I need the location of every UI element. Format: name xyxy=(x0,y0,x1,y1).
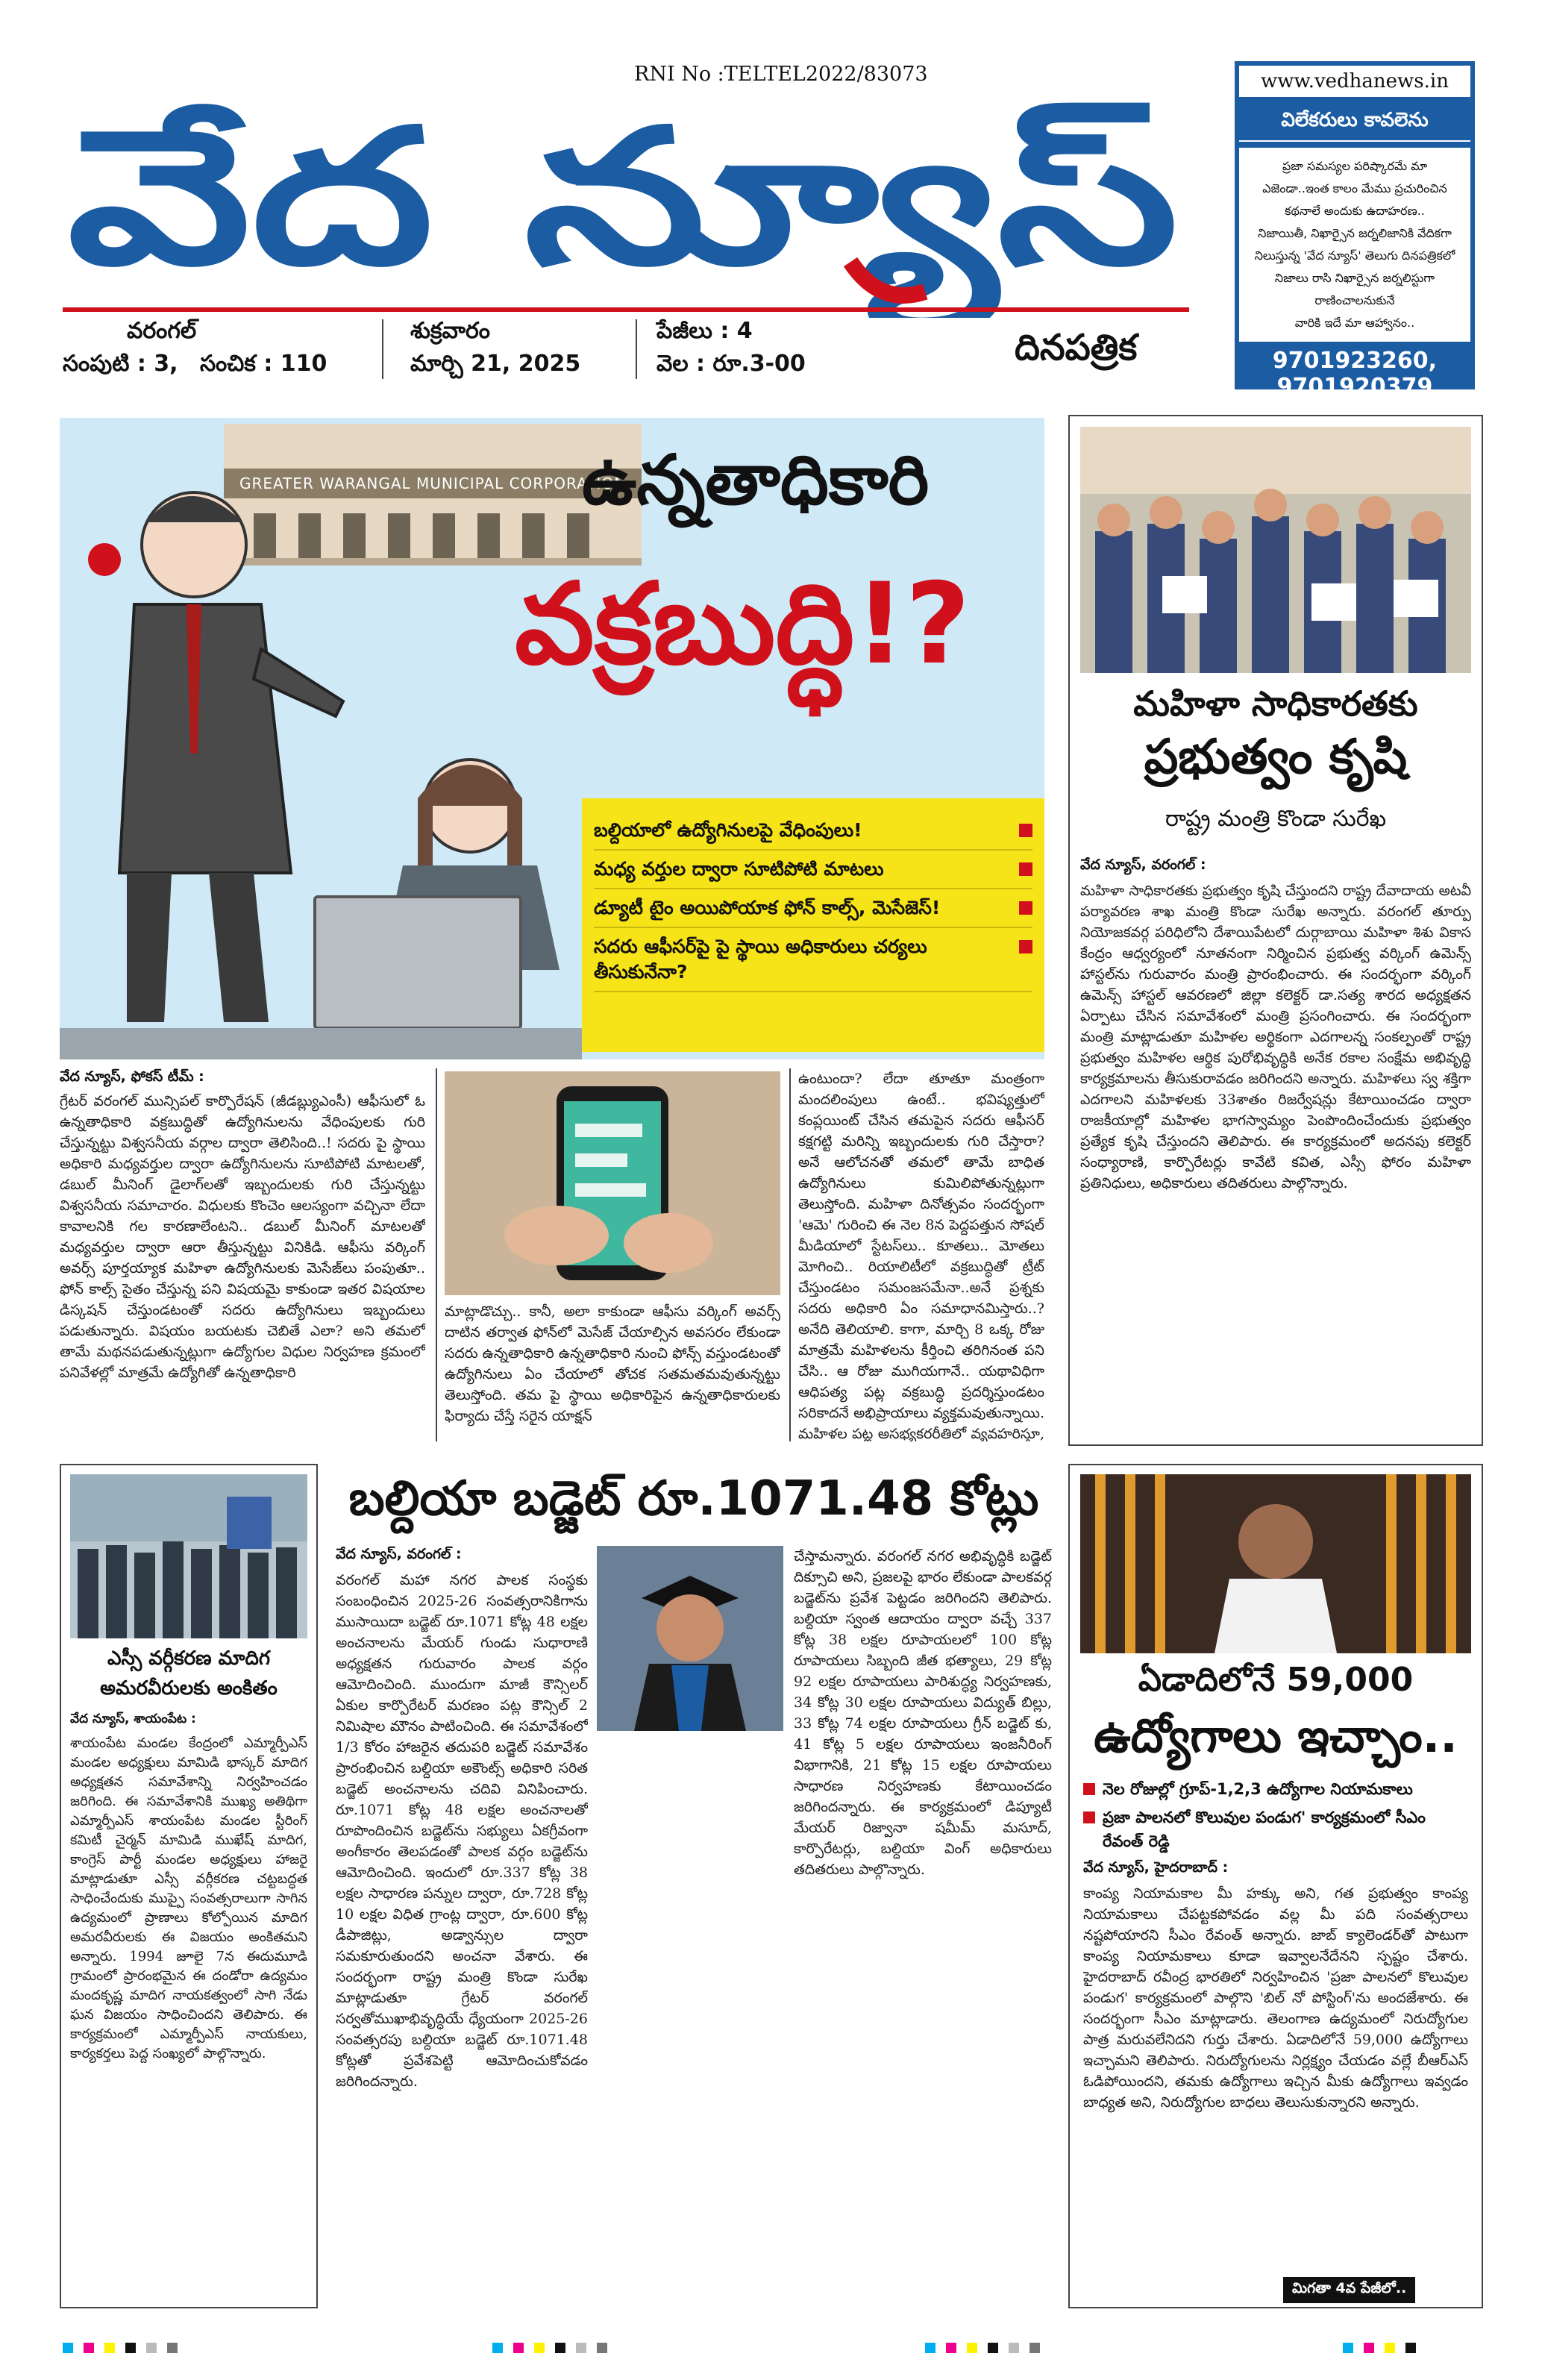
edition-pages: పేజీలు : 4 xyxy=(656,318,753,344)
lead-headline-1: ఉన్నతాధికారి xyxy=(582,440,930,520)
lead-illustration xyxy=(60,418,1044,1059)
masthead-title xyxy=(60,72,1194,318)
boss-figure xyxy=(82,463,351,1030)
masthead-divider xyxy=(382,319,383,379)
lead-bullets xyxy=(582,798,1044,1052)
lead-bullet-item xyxy=(594,889,1032,928)
print-registration-marks xyxy=(925,2343,1040,2353)
cm-bullet-text: నెల రోజుల్లో గ్రూప్-1,2,3 ఉద్యోగాల నియామకాలు xyxy=(1103,1780,1413,1798)
bullet-square-icon xyxy=(1083,1783,1095,1795)
side-top-headline-2: ప్రభుత్వం కృషి xyxy=(1144,730,1408,785)
masthead-divider xyxy=(636,319,637,379)
daily-label: దినపత్రిక xyxy=(1015,327,1138,369)
edition-date: మార్చి 21, 2025 xyxy=(410,351,581,377)
cm-body: కాంప్య నియామకాల మీ హక్కు అని, గత ప్రభుత్వం కాంప్య నియామకాలు చేపట్టకపోవడం వల్ల మీ పది సంవత్సరాలు నష్టపోయారని సీఎం రేవంత్ అన్నారు. జాబ్ క్యాలెండర్‌తో పాటుగా కాంప్య నియామకాలు కూడా ఇవ్వాలనేదేనని స్పష్టం చేశారు. హైదరాబాద్ రవీంద్ర భారతిలో నిర్వహించిన 'ప్రజా పాలనలో కొలువుల పండుగ' కార్యక్రమంలో పాల్గొని 'బిల్ నో పోస్టింగ్'ను అందజేశారు. ఈ సందర్భంగా సీఎం మాట్లాడారు. తెలంగాణ ఉద్యమంలో నిరుద్యోగుల పాత్ర మరువలేనిదని గుర్తు చేశారు. ఏడాదిలోనే 59,000 ఉద్యోగాలు ఇచ్చామని తెలిపారు. నిరుద్యోగులను నిర్లక్ష్యం చేయడం వల్లే బీఆర్ఎస్ ఓడిపోయిందని, తమకు ఉద్యోగాలు ఇచ్చిన మీకు ఉద్యోగాలు ఇవ్వడం బాధ్యత అని, నిరుద్యోగుల బాధలు తెలుసుకున్నారని అన్నారు. xyxy=(1083,1885,1468,2111)
edition-volume: సంపుటి : 3, xyxy=(63,351,178,377)
ambedkar-headline-1: ఎస్సీ వర్గీకరణ మాదిగ xyxy=(107,1647,270,1670)
bullet-square-icon xyxy=(1019,940,1032,953)
print-registration-marks xyxy=(1343,2343,1416,2353)
lead-col-2: మాట్లాడొచ్చు.. కానీ, అలా కాకుండా ఆఫీసు వర్కింగ్ అవర్స్ దాటిన తర్వాత ఫోన్‌లో మెసేజ్ చేయాల్సిన అవసరం లేకుండా సదరు ఉన్నతాధికారి ఉన్నతాధికారి నుంచి ఫోన్స్ వస్తుండటంతో ఉద్యోగినులు ఏం చేయాలో తోచక సతమతమవుతున్నట్టు తెలుస్తోంది. తమ పై స్థాయి అధికారిపైన ఉన్నతాధికారులకు ఫిర్యాదు చేస్తే సరైన యాక్షన్ xyxy=(445,1303,780,1424)
bullet-square-icon xyxy=(1019,824,1032,837)
phone-photo xyxy=(445,1071,780,1295)
ad-line: నిజాయితీ, నిఖార్సైన జర్నలిజానికి వేదికగా xyxy=(1258,226,1452,240)
budget-col-2: చేస్తామన్నారు. వరంగల్ నగర అభివృద్ధికి బడ్జెట్ దిక్సూచి అని, ప్రజలపై భారం లేకుండా పాలకవర్గ బడ్జెట్‌ను ప్రవేశ పెట్టడం జరిగిందని తెలిపారు. బల్దియా స్వంత ఆదాయం ద్వారా వచ్చే 337 కోట్ల 38 లక్షల రూపాయలలో 100 కోట్ల రూపాయలు సిబ్బంది జీత భత్యాలు, 29 కోట్ల 92 లక్షల రూపాయలు పారిశుద్ధ్య నిర్వహణకు, 34 కోట్ల 30 లక్షల రూపాయలు విద్యుత్ బిల్లు, 33 కోట్ల 74 లక్షల రూపాయలు గ్రీన్ బడ్జెట్ కు, 41 కోట్ల 5 లక్షల రూపాయలు ఇంజనీరింగ్ విభాగానికి, 21 కోట్ల 15 లక్షల రూపాయలు సాధారణ నిర్వహణకు కేటాయించడం జరిగిందన్నారు. ఈ కార్యక్రమంలో డిప్యూటీ మేయర్ రిజ్వానా షమీమ్ మసూద్, కార్పొరేటర్లు, బల్దియా వింగ్ అధికారులు తదితరులు పాల్గొన్నారు. xyxy=(794,1548,1052,1878)
lead-col-3: ఉంటుందా? లేదా తూతూ మంత్రంగా మందలింపులు ఉంటే.. భవిష్యత్తులో కంప్లయింట్ చేసిన తమపైన సదరు ఆఫీసర్ కక్షగట్టి మరిన్ని ఇబ్బందులకు గురి చేస్తారా? అనే ఆలోచనతో తమలో తామే బాధిత ఉద్యోగినులు కుమిలిపోతున్నట్లుగా తెలుస్తోంది. మహిళా దినోత్సవం సందర్భంగా 'ఆమె' గురించి ఈ నెల 8న పెద్దపత్తున సోషల్ మీడియాలో స్టేటస్‌లు.. కూతలు.. మోతలు మోగించి.. రియాలిటీలో వక్రబుద్ధితో ట్రీట్ చేస్తుండటం సమంజసమేనా..అనే ప్రశ్నకు సదరు అధికారి ఏం సమాధానమిస్తారు..? అనేది తెలియాలి. కాగా, మార్చి 8 ఒక్క రోజు మాత్రమే మహిళలను కీర్తించి తరిగినంత పని చేసి.. ఆ రోజు ముగియగానే.. యథావిధిగా ఆధిపత్య పట్ల వక్రబుద్ధి ప్రదర్శిస్తుండటం సరికాదనే అభిప్రాయాలు వ్యక్తమవుతున్నాయి. మహిళల పట్ల అసభ్యకరరీతిలో వ్యవహరిస్తూ, xyxy=(798,1071,1044,1441)
budget-byline: వేద న్యూస్, వరంగల్ : xyxy=(336,1546,462,1562)
ad-line: నిజాలు రాసి నిఖార్సైన జర్నలిస్టుగా xyxy=(1274,271,1435,285)
side-top-headline-1: మహిళా సాధికారతకు xyxy=(1133,683,1418,724)
print-registration-marks xyxy=(492,2343,607,2353)
edition-price: వెల : రూ.3-00 xyxy=(656,351,806,377)
budget-col-1: వరంగల్ మహా నగర పాలక సంస్థకు సంబంధించిన 2025-26 సంవత్సరానికిగాను ముసాయిదా బడ్జెట్ రూ.1071 కోట్ల 48 లక్షల అంచనాలను మేయర్ గుండు సుధారాణి అధ్యక్షతన గురువారం పాలక వర్గం ఆమోదించింది. ముందుగా మాజీ కౌన్సిలర్ ఏకుల కార్పొరేటర్ మరణం పట్ల కౌన్సిల్ 2 నిమిషాల మౌనం పాటించింది. ఈ సమావేశంలో 1/3 కోరం హాజరైన తదుపరి బడ్జెట్ సమావేశం ప్రారంభించిన బల్దియా అకౌంట్స్ అధికారి సరిత బడ్జెట్ అంచనాలను చదివి వినిపించారు. రూ.1071 కోట్ల 48 లక్షల అంచనాలతో రూపొందించిన బడ్జెట్‌ను సభ్యులు ఏకగ్రీవంగా అంగీకారం తెలపడంతో పాలక వర్గం బడ్జెట్‌ను ఆమోదించింది. ఇందులో రూ.337 కోట్ల 38 లక్షల సాధారణ పన్నుల ద్వారా, రూ.728 కోట్ల 10 లక్షల విధిత గ్రాంట్ల ద్వారా, రూ.600 కోట్ల డీపాజిట్లు, అడ్వాన్సుల ద్వారా సమకూరుతుందని అంచనా వేశారు. ఈ సందర్భంగా రాష్ట్ర మంత్రి కొండా సురేఖ మాట్లాడుతూ గ్రేటర్ వరంగల్ సర్వతోముఖాభివృద్ధియే ధ్యేయంగా 2025-26 సంవత్సరపు బల్దియా బడ్జెట్ రూ.1071.48 కోట్లతో ప్రవేశపెట్టి ఆమోదించుకోవడం జరిగిందన్నారు. xyxy=(336,1572,588,2090)
lead-bullet-text: డ్యూటీ టైం అయిపోయాక ఫోన్ కాల్స్, మెసేజెస్! xyxy=(594,897,941,918)
ad-website: www.vedhanews.in xyxy=(1239,66,1470,97)
ad-line: రాణించాలనుకునే xyxy=(1314,293,1395,307)
lead-byline: వేద న్యూస్, ఫోకస్ టీమ్ : xyxy=(60,1068,204,1085)
cm-byline: వేద న్యూస్, హైదరాబాద్ : xyxy=(1083,1859,1229,1876)
cm-bullet-item xyxy=(1083,1777,1468,1801)
ad-heading: విలేకరులు కావలెను xyxy=(1239,104,1470,142)
desk xyxy=(60,1028,582,1059)
cm-bullet-item xyxy=(1083,1806,1468,1853)
column-rule xyxy=(789,1068,791,1441)
edition-issue: సంచిక : 110 xyxy=(200,351,327,377)
lead-bullet-item xyxy=(594,812,1032,851)
lead-headline-2: వక్రబుద్ధి!? xyxy=(515,560,971,689)
masthead-red-rule xyxy=(63,307,1189,312)
rni-number: RNI No :TELTEL2022/83073 xyxy=(634,63,928,86)
ad-line: కథనాలే అందుకు ఉదాహరణ.. xyxy=(1285,204,1425,218)
rally-photo xyxy=(70,1474,307,1638)
ad-lines xyxy=(1239,148,1470,342)
ad-phone-2: 9701920379 xyxy=(1276,374,1433,400)
ambedkar-headline-2: అమరవీరులకు అంకితం xyxy=(100,1677,278,1700)
bullet-square-icon xyxy=(1019,862,1032,876)
cm-headline-1: ఏడాదిలోనే 59,000 xyxy=(1138,1661,1414,1699)
masthead-title-text: వేద న్యూస్ xyxy=(67,89,868,306)
cm-photo xyxy=(1080,1474,1471,1653)
cm-bullet-text: ప్రజా పాలనలో కొలువుల పండుగ' కార్యక్రమంలో సీఎం రేవంత్ రెడ్డి xyxy=(1103,1809,1426,1850)
cm-headline-2: ఉద్యోగాలు ఇచ్చాం.. xyxy=(1094,1709,1458,1763)
side-top-subhead: రాష్ట్ర మంత్రి కొండా సురేఖ xyxy=(1165,806,1387,832)
minister-event-photo xyxy=(1080,427,1471,673)
ad-line: ఎజెండా..ఇంత కాలం మేము ప్రచురించిన xyxy=(1262,181,1447,195)
budget-headline: బల్దియా బడ్జెట్ రూ.1071.48 కోట్లు xyxy=(348,1471,1039,1526)
recruitment-ad xyxy=(1235,61,1475,400)
bullet-square-icon xyxy=(1083,1811,1095,1823)
column-rule xyxy=(436,1068,437,1441)
edition-day: శుక్రవారం xyxy=(410,318,490,344)
side-top-byline: వేద న్యూస్, వరంగల్ : xyxy=(1080,857,1206,873)
ad-line: వారికి ఇదే మా ఆహ్వానం.. xyxy=(1294,316,1415,330)
ad-line: ప్రజా సమస్యల పరిష్కారమే మా xyxy=(1282,159,1428,173)
edition-city: వరంగల్ xyxy=(127,318,197,344)
lead-bullet-item xyxy=(594,928,1032,992)
mayor-photo xyxy=(597,1546,783,1731)
laptop-illustration xyxy=(313,895,522,1030)
ad-phone-1: 9701923260, xyxy=(1272,348,1438,374)
lead-bullet-text: మధ్య వర్తుల ద్వారా సూటిపోటి మాటలు xyxy=(594,858,884,880)
cm-bullets xyxy=(1083,1777,1468,1858)
ambedkar-body: శాయంపేట మండల కేంద్రంలో ఎమ్మార్పీఎస్ మండల అధ్యక్షులు మామిడి భాస్కర్ మాదిగ అధ్యక్షతన సమావేశాన్ని నిర్వహించడం జరిగింది. ఈ సమావేశానికి ముఖ్య అతిథిగా ఎమ్మార్పీఎస్ శాయంపేట మండల స్టీరింగ్ కమిటీ చైర్మన్ మామిడి ముఖేష్ మాదిగ, కాంగ్రెస్ పార్టీ మండల అధ్యక్షులు హాజరై మాట్లాడుతూ ఎస్సీ వర్గీకరణ చట్టబద్ధత సాధించేందుకు ముప్పై సంవత్సరాలుగా సాగిన ఉద్యమంలో ప్రాణాలు కోల్పోయిన మాదిగ అమరవీరులకు ఈ విజయం అంకితమని అన్నారు. 1994 జూలై 7న ఈదుమూడి గ్రామంలో ప్రారంభమైన ఈ దండోరా ఉద్యమం మందకృష్ణ మాదిగ నాయకత్వంలో సాగి నేడు ఘన విజయం సాధించిందని తెలిపారు. ఈ కార్యక్రమంలో ఎమ్మార్పీఎస్ నాయకులు, కార్యకర్తలు పెద్ద సంఖ్యలో పాల్గొన్నారు. xyxy=(70,1735,307,2061)
bullet-square-icon xyxy=(1019,901,1032,915)
side-top-body: మహిళా సాధికారతకు ప్రభుత్వం కృషి చేస్తుందని రాష్ట్ర దేవాదాయ అటవీ పర్యావరణ శాఖ మంత్రి కొండా సురేఖ అన్నారు. వరంగల్ తూర్పు నియోజకవర్గ పరిధిలోని దేశాయిపేటలో దుర్గాబాయి మహిళా శిశు వికాస కేంద్రం ఆధ్వర్యంలో నూతనంగా నిర్మించిన ప్రభుత్వ వర్కింగ్ ఉమెన్స్ హాస్టల్‌ను గురువారం మంత్రి ప్రారంభించారు. ఈ సందర్భంగా వర్కింగ్ ఉమెన్స్ హాస్టల్ ఆవరణలో జిల్లా కలెక్టర్ డా.సత్య శారద అధ్యక్షతన ఏర్పాటు చేసిన సమావేశంలో మంత్రి ప్రసంగించారు. ఈ సందర్భంగా మంత్రి మాట్లాడుతూ మహిళల అర్థికంగా ఎదగాలన్న సంకల్పంతో రాష్ట్ర ప్రభుత్వం మహిళల ఆర్థిక పురోభివృద్ధికి అనేక రకాల సంక్షేమ అభివృద్ధి కార్యక్రమాలను తీసుకురావడం జరిగిందని అన్నారు. మహిళలు స్వ శక్తిగా ఎదగాలని మహిళలకు 33శాతం రిజర్వేషన్లు కేటాయించడం ద్వారా రాజకీయాల్లో మహిళల భాగస్వామ్యం పెంపొందించేందుకు ప్రభుత్వం ప్రత్యేక కృషి చేస్తుందని తెలిపారు. ఈ కార్యక్రమంలో అదనపు కలెక్టర్ సంధ్యారాణి, కార్పొరేటర్లు కావేటి కవిత, ఎస్సీ ఫోరం మహిళా ప్రతినిధులు, అధికారులు తదితరులు పాల్గొన్నారు. xyxy=(1080,883,1471,1191)
lead-bullet-text: సదరు ఆఫీసర్‌పై పై స్థాయి అధికారులు చర్యలు తీసుకునేనా? xyxy=(594,936,927,983)
cm-continued: మిగతా 4వ పేజీలో.. xyxy=(1283,2277,1415,2303)
lead-col-1: గ్రేటర్ వరంగల్ మున్సిపల్ కార్పొరేషన్ (జీడబ్ల్యుఎంసీ) ఆఫీసులో ఓ ఉన్నతాధికారి వక్రబుద్ధితో ఉద్యోగినులను వేధింపులకు గురి చేస్తున్నట్టు విశ్వసనీయ వర్గాల ద్వారా తెలిసింది..! సదరు పై స్థాయి అధికారి మధ్యవర్తుల ద్వారా ఉద్యోగినులను సూటిపోటి మాటలతో, డబుల్ మీనింగ్ డైలాగ్‌లతో ఇబ్బందులకు గురి చేస్తున్నట్టు విశ్వసనీయ సమాచారం. విధులకు కొంచెం ఆలస్యంగా వచ్చినా లేదా కావాలనికి గల కారణాలేంటని.. డబుల్ మీనింగ్ మాటలతో మధ్యవర్తుల ద్వారా ఆరా తీస్తున్నట్టు వినికిడి. ఆఫీసు వర్కింగ్ అవర్స్ పూర్తయ్యాక మహిళా ఉద్యోగినులకు మెసేజ్‌లు పంపుతూ.. ఫోన్ కాల్స్ సైతం చేస్తున్న పని విషయమై కాకుండా ఇతర విషయాల డిస్కషన్ చేస్తుండటంతో సదరు ఉద్యోగినులు ఇబ్బందులు పడుతున్నారు. విషయం బయటకు చెబితే ఎలా? అని తమలో తామే మథనపడుతున్నట్లుగా ఉద్యోగుల విధుల నిర్వహణ క్రమంలో పనివేళల్లో మాత్రమే ఉద్యోగితో ఉన్నతాధికారి xyxy=(60,1093,425,1381)
building-sign: GREATER WARANGAL MUNICIPAL CORPORATION xyxy=(239,475,627,492)
lead-bullet-text: బల్దియాలో ఉద్యోగినులపై వేధింపులు! xyxy=(594,819,862,841)
lead-bullet-item xyxy=(594,851,1032,889)
ad-line: నిలుస్తున్న 'వేద న్యూస్' తెలుగు దినపత్రికలో xyxy=(1254,248,1455,263)
ambedkar-byline: వేద న్యూస్, శాయంపేట : xyxy=(70,1712,196,1726)
print-registration-marks xyxy=(63,2343,178,2353)
